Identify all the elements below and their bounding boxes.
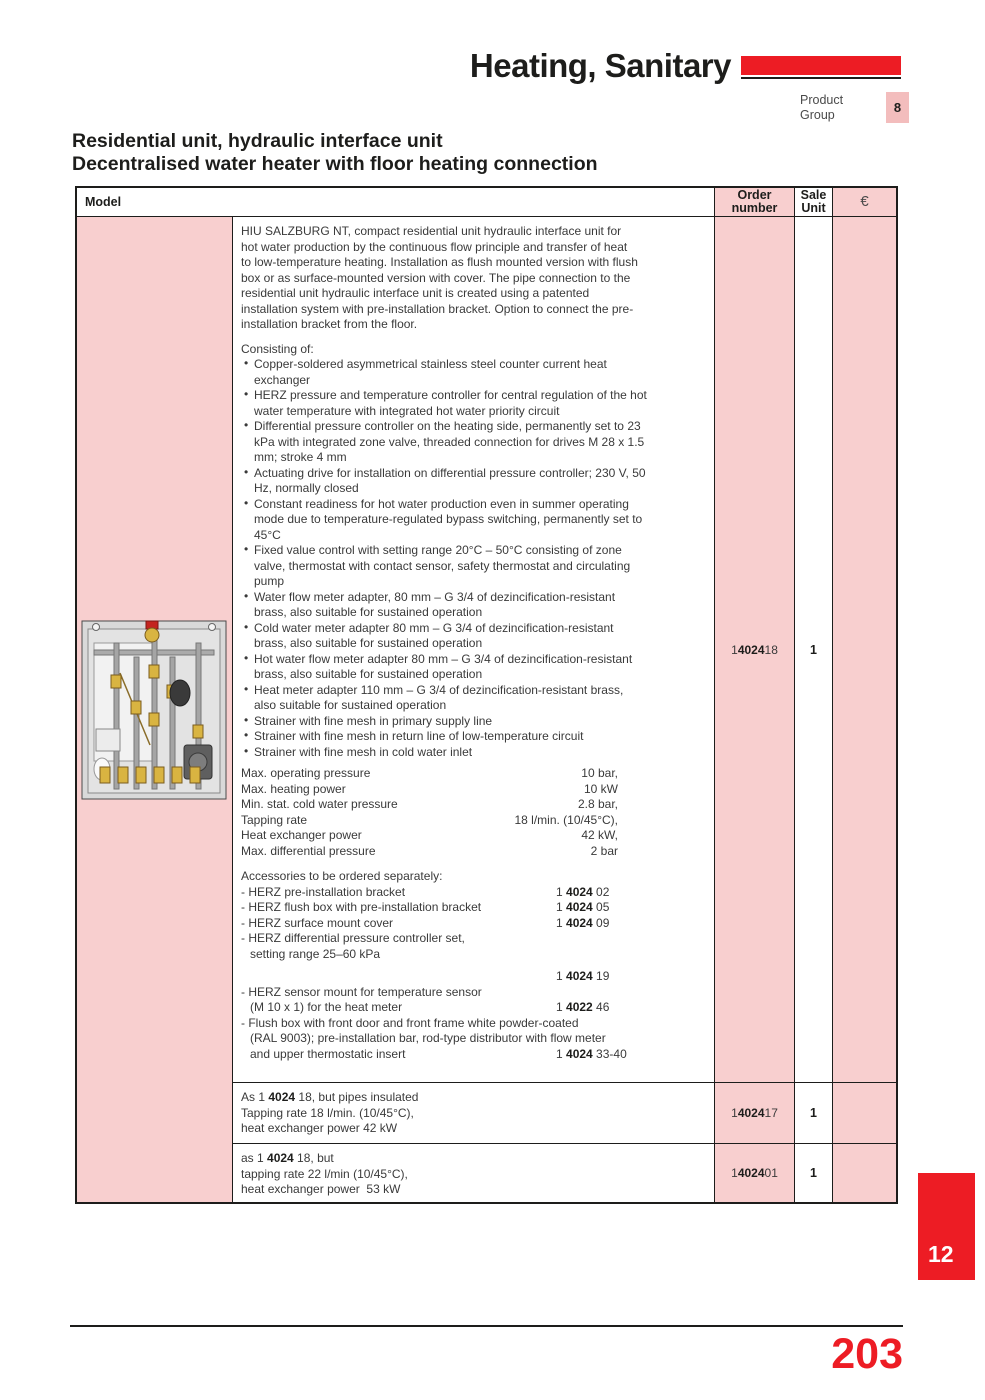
accessory-order-number: 1 4024 05 (556, 900, 610, 914)
price-cell (832, 1144, 896, 1202)
accessory-row (241, 1031, 706, 1047)
chapter-tab: 12 (918, 1173, 975, 1280)
consisting-item: • Fixed value control with setting range 20°C – 50°C consisting of zone valve, thermostat with contact sensor, safety thermostat and circulating pump (241, 543, 647, 590)
accessory-row (241, 969, 706, 985)
spec-row (241, 782, 618, 798)
variant-description-line: As 1 4024 18, but pipes insulated (241, 1090, 419, 1104)
spec-row (241, 797, 618, 813)
column-header-order-number: Order number (714, 188, 794, 217)
spec-label: Max. heating power (241, 781, 346, 796)
spec-row (241, 766, 618, 782)
variant-description-line: heat exchanger power 53 kW (241, 1182, 401, 1196)
column-header-model: Model (77, 188, 714, 217)
accessory-row (241, 985, 706, 1001)
spec-value: 2 bar (590, 843, 618, 858)
description-cell-main (232, 217, 714, 1083)
product-group-line2: Group (800, 108, 835, 122)
price-cell (832, 217, 896, 1083)
header-red-bar (741, 56, 901, 75)
section-title (72, 130, 872, 176)
consisting-item: • Differential pressure controller on the heating side, permanently set to 23 kPa with integrated zone valve, threaded connection for drives M 28 x 1.5 mm; stroke 4 mm (241, 419, 647, 466)
accessory-row (241, 900, 706, 916)
spec-value: 42 kW, (581, 828, 618, 842)
accessory-label: - HERZ surface mount cover (241, 915, 394, 930)
consisting-list (241, 357, 647, 760)
spec-label: Max. differential pressure (241, 843, 376, 858)
spec-list (241, 766, 618, 859)
accessory-row (241, 1000, 706, 1016)
consisting-label: Consisting of: (241, 341, 314, 356)
accessories-list (241, 885, 706, 1063)
accessory-row (241, 931, 706, 947)
accessory-order-number: 1 4024 19 (556, 969, 610, 983)
consisting-item: • Actuating drive for installation on differential pressure controller; 230 V, 50 Hz, normally closed (241, 466, 647, 497)
product-table (75, 186, 898, 1204)
footer-rule (70, 1325, 903, 1327)
accessories-label: Accessories to be ordered separately: (241, 869, 443, 883)
spec-row (241, 828, 618, 844)
accessory-row (241, 916, 706, 932)
accessory-order-number: 1 4024 09 (556, 915, 610, 930)
product-group-label (800, 93, 878, 123)
column-header-currency: € (832, 188, 896, 217)
product-image (80, 617, 228, 803)
spec-label: Max. operating pressure (241, 766, 371, 780)
accessory-row (241, 885, 706, 901)
spec-row (241, 844, 618, 860)
accessory-row (241, 947, 706, 963)
description-cell-variant-1 (232, 1083, 714, 1144)
spec-label: Tapping rate (241, 812, 308, 827)
variant-description-line: as 1 4024 18, but (241, 1151, 334, 1165)
spec-row (241, 813, 618, 829)
consisting-item: • Strainer with fine mesh in return line of low-temperature circuit (241, 729, 647, 745)
accessory-label: - HERZ pre-installation bracket (241, 884, 406, 899)
order-number-cell: 1 4024 18 (714, 217, 794, 1083)
column-header-sale-unit: Sale Unit (794, 188, 832, 217)
sale-unit-cell: 1 (794, 1144, 832, 1202)
consisting-item: • Cold water meter adapter 80 mm – G 3/4 of dezincification-resistant brass, also suitable for sustained operation (241, 621, 647, 652)
consisting-item: • Strainer with fine mesh in primary supply line (241, 714, 647, 730)
order-number-cell: 1 4024 17 (714, 1083, 794, 1144)
accessory-label: and upper thermostatic insert (250, 1046, 406, 1061)
spec-label: Min. stat. cold water pressure (241, 797, 398, 811)
consisting-item: • Hot water flow meter adapter 80 mm – G 3/4 of dezincification-resistant brass, also suitable for sustained operation (241, 652, 647, 683)
variant-description-line: Tapping rate 18 l/min. (10/45°C), (241, 1105, 414, 1120)
spec-label: Heat exchanger power (241, 828, 362, 842)
spec-value: 10 kW (583, 781, 618, 796)
section-title-line1: Residential unit, hydraulic interface unit (72, 130, 443, 152)
accessory-label: - HERZ sensor mount for temperature sensor (241, 984, 482, 999)
header-rule (741, 77, 901, 79)
section-title-line2: Decentralised water heater with floor heating connection (72, 153, 598, 175)
variant-description-line: tapping rate 22 l/min (10/45°C), (241, 1166, 408, 1181)
consisting-item: • Heat meter adapter 110 mm – G 3/4 of dezincification-resistant brass, also suitable for sustained operation (241, 683, 647, 714)
accessory-label: (M 10 x 1) for the heat meter (250, 1000, 403, 1014)
accessory-row (241, 1016, 706, 1032)
accessory-row (241, 1047, 706, 1063)
consisting-item: • Constant readiness for hot water production even in summer operating mode due to temperature-regulated bypass switching, permanently set to 45°C (241, 497, 647, 544)
accessory-order-number: 1 4024 02 (556, 884, 610, 899)
consisting-item: • Strainer with fine mesh in cold water inlet (241, 745, 647, 761)
sale-unit-cell: 1 (794, 1083, 832, 1144)
accessory-label: - HERZ differential pressure controller set, (241, 931, 465, 945)
model-cell (77, 217, 232, 1202)
consisting-item: • Copper-soldered asymmetrical stainless steel counter current heat exchanger (241, 357, 647, 388)
hydraulic-unit-illustration (80, 617, 228, 803)
accessory-order-number: 1 4022 46 (556, 1000, 610, 1014)
sale-unit-cell: 1 (794, 217, 832, 1083)
consisting-item: • HERZ pressure and temperature controller for central regulation of the hot water temperature with integrated hot water priority circuit (241, 388, 647, 419)
accessory-label: - HERZ flush box with pre-installation bracket (241, 900, 482, 914)
spec-value: 10 bar, (581, 766, 618, 780)
variant-description-line: heat exchanger power 42 kW (241, 1121, 398, 1135)
accessory-order-number: 1 4024 33-40 (556, 1046, 627, 1061)
accessory-label: setting range 25–60 kPa (250, 946, 381, 961)
page-number: 203 (831, 1330, 903, 1378)
price-cell (832, 1083, 896, 1144)
accessory-label (241, 969, 244, 983)
description-cell-variant-2 (232, 1144, 714, 1202)
product-group-line1: Product (800, 93, 844, 107)
consisting-item: • Water flow meter adapter, 80 mm – G 3/4 of dezincification-resistant brass, also suitable for sustained operation (241, 590, 647, 621)
spec-value: 2.8 bar, (577, 797, 618, 811)
accessories-block (241, 869, 706, 1062)
page-title: Heating, Sanitary (469, 47, 731, 84)
product-intro: HIU SALZBURG NT, compact residential unit hydraulic interface unit for hot water production by the continuous flow principle and transfer of heat to low-temperature heating. Installation as flush mounted version with flush box or as surface-mounted version with cover. The pipe connection to the residential unit hydraulic interface unit is created using a patented installation system with pre-installation bracket. Option to connect the pre-installation bracket from the floor. (241, 224, 638, 331)
order-number-cell: 1 4024 01 (714, 1144, 794, 1202)
accessory-label: (RAL 9003); pre-installation bar, rod-type distributor with flow meter (250, 1031, 606, 1045)
spec-value: 18 l/min. (10/45°C), (514, 812, 618, 827)
product-group-badge: 8 (886, 92, 909, 123)
accessory-label: - Flush box with front door and front frame white powder-coated (241, 1015, 579, 1030)
